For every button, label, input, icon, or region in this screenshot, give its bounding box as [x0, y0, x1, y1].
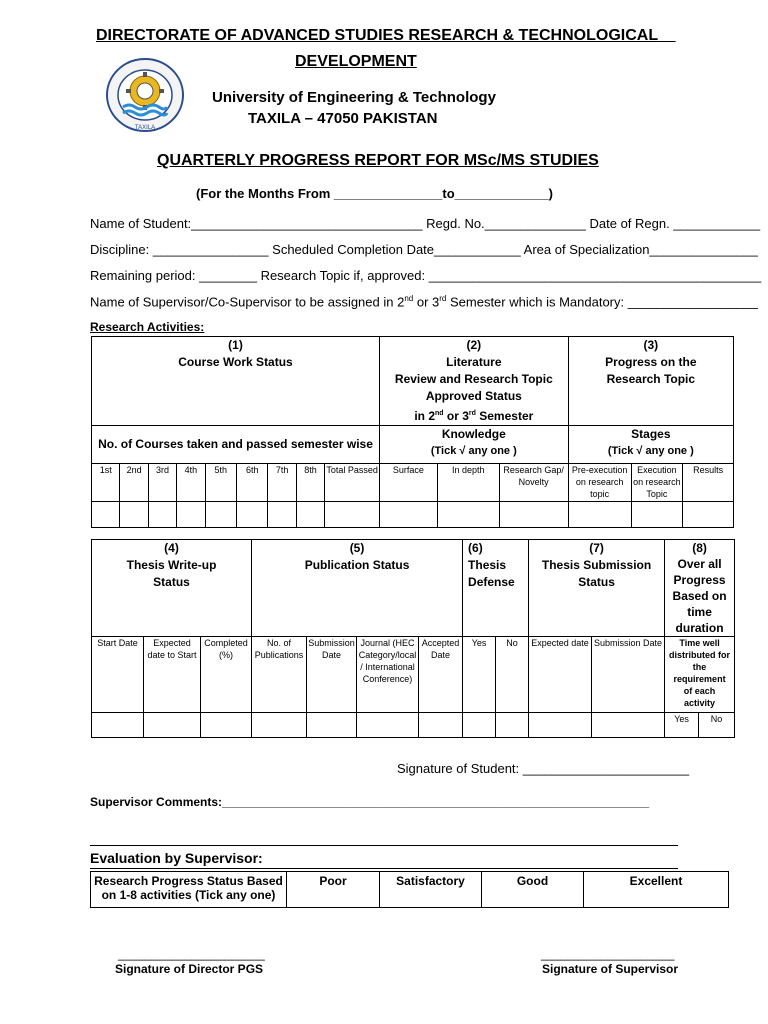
table2-column-row	[92, 637, 735, 713]
option-excellent[interactable]: Excellent	[584, 872, 729, 908]
entry-accepted-date[interactable]	[419, 713, 463, 738]
entry-results[interactable]	[683, 502, 734, 528]
entry-research-gap[interactable]	[499, 502, 568, 528]
col-thesis-submission-date: Submission Date	[592, 637, 665, 713]
director-signature-label: Signature of Director PGS	[115, 962, 264, 976]
course-work-header: (1) Course Work Status	[92, 337, 380, 426]
col-7th: 7th	[268, 464, 296, 502]
option-good[interactable]: Good	[482, 872, 584, 908]
overall-progress-header: (8) Over all Progress Based on time duration	[665, 540, 735, 637]
thesis-writeup-header: (4) Thesis Write-up Status	[92, 540, 252, 637]
research-activities-label: Research Activities:	[90, 320, 205, 334]
research-activities-table	[91, 336, 734, 528]
col-pre-execution: Pre-execution on research topic	[568, 464, 631, 502]
entry-in-depth[interactable]	[437, 502, 499, 528]
entry-defense-yes[interactable]	[463, 713, 496, 738]
student-info-line: Name of Student:________________________________ Regd. No.______________ Date of Regn. ____________	[90, 216, 761, 231]
col-surface: Surface	[380, 464, 438, 502]
progress-topic-header: (3) Progress on the Research Topic	[568, 337, 733, 426]
divider-line	[90, 868, 678, 869]
progress-yes[interactable]: Yes	[665, 713, 699, 738]
table1-header-row	[92, 337, 734, 426]
entry-thesis-submission-date[interactable]	[592, 713, 665, 738]
col-no-publications: No. of Publications	[252, 637, 307, 713]
col-1st: 1st	[92, 464, 120, 502]
supervisor-signature-label: Signature of Supervisor	[542, 962, 679, 976]
discipline-line: Discipline: ________________ Scheduled Completion Date____________ Area of Specialization_______________	[90, 242, 758, 257]
thesis-defense-header: (6) Thesis Defense	[463, 540, 529, 637]
report-title: QUARTERLY PROGRESS REPORT FOR MSc/MS STUDIES	[157, 152, 599, 169]
table1-entry-row	[92, 502, 734, 528]
entry-surface[interactable]	[380, 502, 438, 528]
col-3rd: 3rd	[148, 464, 176, 502]
col-2nd: 2nd	[120, 464, 148, 502]
entry-expected-start[interactable]	[144, 713, 201, 738]
option-satisfactory[interactable]: Satisfactory	[380, 872, 482, 908]
courses-passed-header: No. of Courses taken and passed semester wise	[92, 426, 380, 464]
entry-5th[interactable]	[205, 502, 236, 528]
entry-start-date[interactable]	[92, 713, 144, 738]
divider-line	[90, 845, 678, 846]
progress-no[interactable]: No	[699, 713, 735, 738]
entry-6th[interactable]	[237, 502, 268, 528]
col-total-passed: Total Passed	[325, 464, 380, 502]
student-signature-line: Signature of Student: _______________________	[397, 761, 690, 776]
entry-3rd[interactable]	[148, 502, 176, 528]
col-accepted-date: Accepted Date	[419, 637, 463, 713]
university-name: University of Engineering & Technology	[212, 89, 496, 106]
directorate-title: DIRECTORATE OF ADVANCED STUDIES RESEARCH & TECHNOLOGICAL	[96, 27, 658, 44]
table1-subheader-row	[92, 426, 734, 464]
col-submission-date: Submission Date	[307, 637, 357, 713]
thesis-status-table	[91, 539, 735, 738]
evaluation-heading: Evaluation by Supervisor:	[90, 850, 263, 866]
col-4th: 4th	[177, 464, 205, 502]
months-line: (For the Months From _______________to_____________)	[196, 186, 553, 201]
literature-review-header: (2) Literature Review and Research Topic Approved Status in 2nd or 3rd Semester	[380, 337, 569, 426]
col-defense-yes: Yes	[463, 637, 496, 713]
entry-8th[interactable]	[296, 502, 324, 528]
evaluation-table	[90, 871, 729, 908]
entry-pre-execution[interactable]	[568, 502, 631, 528]
col-in-depth: In depth	[437, 464, 499, 502]
col-results: Results	[683, 464, 734, 502]
col-journal: Journal (HEC Category/local / International Conference)	[357, 637, 419, 713]
col-8th: 8th	[296, 464, 324, 502]
entry-no-publications[interactable]	[252, 713, 307, 738]
logo-bottom-text: TAXILA	[134, 125, 156, 131]
thesis-submission-header: (7) Thesis Submission Status	[529, 540, 665, 637]
col-time-distributed: Time well distributed for the requirement of each activity	[665, 637, 735, 713]
evaluation-row	[91, 872, 729, 908]
evaluation-row-label: Research Progress Status Based on 1-8 activities (Tick any one)	[91, 872, 287, 908]
supervisor-comments-line: Supervisor Comments:________________________________________________________________	[90, 795, 650, 809]
entry-completed[interactable]	[201, 713, 252, 738]
university-logo	[105, 57, 185, 133]
col-expected-start: Expected date to Start	[144, 637, 201, 713]
col-expected-date: Expected date	[529, 637, 592, 713]
directorate-title-line2: DEVELOPMENT	[295, 53, 417, 70]
supervisor-line: Name of Supervisor/Co-Supervisor to be assigned in 2nd or 3rd Semester which is Mandatory: __________________	[90, 294, 758, 310]
table1-column-row	[92, 464, 734, 502]
col-defense-no: No	[496, 637, 529, 713]
supervisor-signature-line: ____________________	[541, 947, 675, 961]
remaining-period-line: Remaining period: ________ Research Topic if, approved: ______________________________________________	[90, 268, 762, 283]
table2-header-row	[92, 540, 735, 637]
stages-header: Stages (Tick √ any one )	[568, 426, 733, 464]
entry-defense-no[interactable]	[496, 713, 529, 738]
col-6th: 6th	[237, 464, 268, 502]
entry-4th[interactable]	[177, 502, 205, 528]
col-research-gap: Research Gap/ Novelty	[499, 464, 568, 502]
col-5th: 5th	[205, 464, 236, 502]
col-execution: Execution on research Topic	[631, 464, 683, 502]
publication-status-header: (5) Publication Status	[252, 540, 463, 637]
col-start-date: Start Date	[92, 637, 144, 713]
entry-2nd[interactable]	[120, 502, 148, 528]
entry-submission-date[interactable]	[307, 713, 357, 738]
table2-entry-row	[92, 713, 735, 738]
entry-execution[interactable]	[631, 502, 683, 528]
university-address: TAXILA – 47050 PAKISTAN	[248, 110, 438, 127]
director-signature-line: ______________________	[118, 947, 265, 961]
entry-journal[interactable]	[357, 713, 419, 738]
entry-1st[interactable]	[92, 502, 120, 528]
knowledge-header: Knowledge (Tick √ any one )	[380, 426, 569, 464]
option-poor[interactable]: Poor	[287, 872, 380, 908]
entry-total-passed[interactable]	[325, 502, 380, 528]
entry-7th[interactable]	[268, 502, 296, 528]
col-completed: Completed (%)	[201, 637, 252, 713]
entry-expected-date[interactable]	[529, 713, 592, 738]
